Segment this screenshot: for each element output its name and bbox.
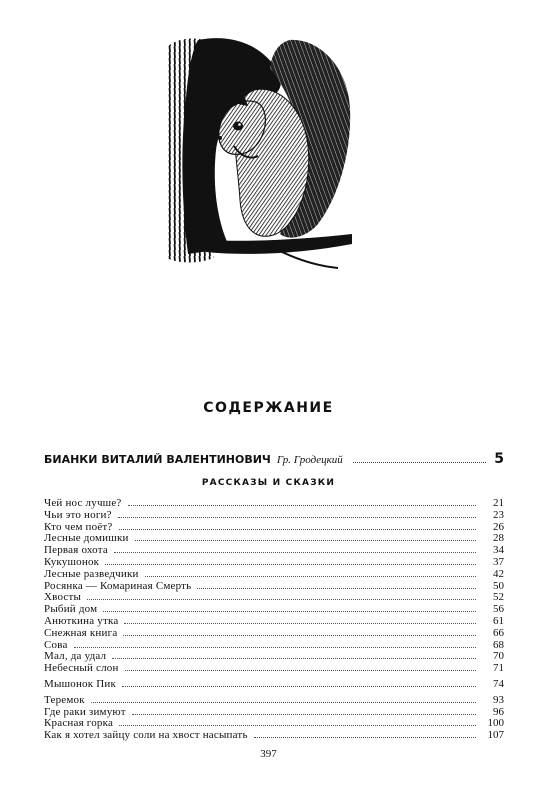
dot-leader	[123, 635, 476, 636]
toc-entry[interactable]	[44, 592, 504, 604]
toc-entry-page: 107	[487, 729, 504, 742]
toc-entry-page: 42	[493, 567, 504, 580]
toc-entry-page: 28	[493, 532, 504, 545]
dot-leader	[119, 529, 476, 530]
toc-entry-title: Анюткина утка	[44, 614, 119, 627]
toc-entry-title: Теремок	[44, 693, 85, 706]
toc-entry-title: Небесный слон	[44, 662, 119, 675]
toc-entry-page: 96	[493, 705, 504, 718]
toc-entry-title: Первая охота	[44, 544, 108, 557]
dot-leader	[91, 702, 476, 703]
toc-entry-page: 21	[493, 497, 504, 509]
toc-entry[interactable]	[44, 695, 504, 707]
toc-entry-page: 68	[493, 638, 504, 651]
toc-entry-title: Сова	[44, 638, 68, 651]
dot-leader	[254, 737, 476, 738]
author-entry	[44, 451, 504, 469]
toc-entry-page: 34	[493, 544, 504, 557]
dot-leader	[128, 505, 476, 506]
toc-entry[interactable]	[44, 569, 504, 581]
dot-leader	[132, 714, 476, 715]
dot-leader	[105, 564, 476, 565]
squirrel-illustration	[158, 28, 354, 274]
toc-entry-page: 70	[493, 650, 504, 663]
dot-leader	[119, 725, 476, 726]
toc-entry-title: Рыбий дом	[44, 603, 98, 616]
toc-entry-title: Чей нос лучше?	[44, 497, 122, 509]
toc-entry-page: 61	[493, 614, 504, 627]
toc-entry[interactable]	[44, 707, 504, 719]
dot-leader	[103, 611, 476, 612]
toc-entry-title: Лесные домишки	[44, 532, 129, 545]
toc-entry-page: 93	[493, 693, 504, 706]
toc-entry-title: Кто чем поёт?	[44, 520, 113, 533]
toc-entry-page: 26	[493, 520, 504, 533]
toc-entry[interactable]	[44, 730, 504, 742]
toc-entry-title: Росянка — Комариная Смерть	[44, 579, 192, 592]
toc-entry[interactable]	[44, 679, 504, 691]
toc-entry[interactable]	[44, 581, 504, 593]
dot-leader	[125, 670, 476, 671]
dot-leader	[124, 623, 476, 624]
toc-entry[interactable]	[44, 557, 504, 569]
author-name: БИАНКИ ВИТАЛИЙ ВАЛЕНТИНОВИЧ	[44, 453, 271, 466]
toc-entry[interactable]	[44, 663, 504, 675]
toc-entry-title: Хвосты	[44, 591, 82, 604]
toc-entry[interactable]	[44, 640, 504, 652]
toc-entry-page: 37	[493, 555, 504, 568]
dot-leader	[74, 647, 476, 648]
dot-leader	[135, 540, 476, 541]
toc-entry[interactable]	[44, 533, 504, 545]
table-of-contents	[44, 498, 504, 742]
toc-entry-title: Где раки зимуют	[44, 705, 126, 718]
toc-entry-page: 100	[487, 717, 504, 730]
toc-entry[interactable]	[44, 628, 504, 640]
toc-entry[interactable]	[44, 545, 504, 557]
page-title: СОДЕРЖАНИЕ	[203, 400, 334, 416]
toc-entry[interactable]	[44, 510, 504, 522]
toc-entry-title: Мал, да удал	[44, 650, 107, 663]
dot-leader	[114, 552, 476, 553]
dot-leader	[112, 658, 476, 659]
dot-leader	[122, 686, 476, 687]
toc-entry-page: 50	[493, 579, 504, 592]
toc-entry-page: 56	[493, 603, 504, 616]
page-number: 397	[260, 748, 277, 760]
dot-leader	[145, 576, 476, 577]
toc-entry-page: 71	[493, 662, 504, 675]
toc-entry-page: 66	[493, 626, 504, 639]
toc-entry-title: Красная горка	[44, 717, 114, 730]
illustrator-name: Гр. Гродецкий	[276, 454, 343, 466]
toc-entry-page: 74	[493, 677, 504, 690]
author-page-number: 5	[494, 451, 504, 467]
toc-entry-title: Как я хотел зайцу соли на хвост насыпать	[44, 729, 248, 742]
toc-entry-title: Кукушонок	[44, 555, 100, 568]
toc-entry-title: Лесные разведчики	[44, 567, 139, 580]
toc-entry-title: Чьи это ноги?	[44, 508, 112, 521]
toc-entry[interactable]	[44, 616, 504, 628]
toc-entry-title: Снежная книга	[44, 626, 118, 639]
toc-entry-title: Мышонок Пик	[44, 677, 116, 690]
dot-leader	[118, 517, 476, 518]
toc-entry[interactable]	[44, 498, 504, 510]
dot-leader	[87, 599, 476, 600]
toc-entry-page: 52	[493, 591, 504, 604]
section-title: РАССКАЗЫ И СКАЗКИ	[201, 478, 336, 488]
dot-leader	[197, 588, 476, 589]
dot-leader	[353, 462, 486, 463]
toc-entry-page: 23	[493, 508, 504, 521]
